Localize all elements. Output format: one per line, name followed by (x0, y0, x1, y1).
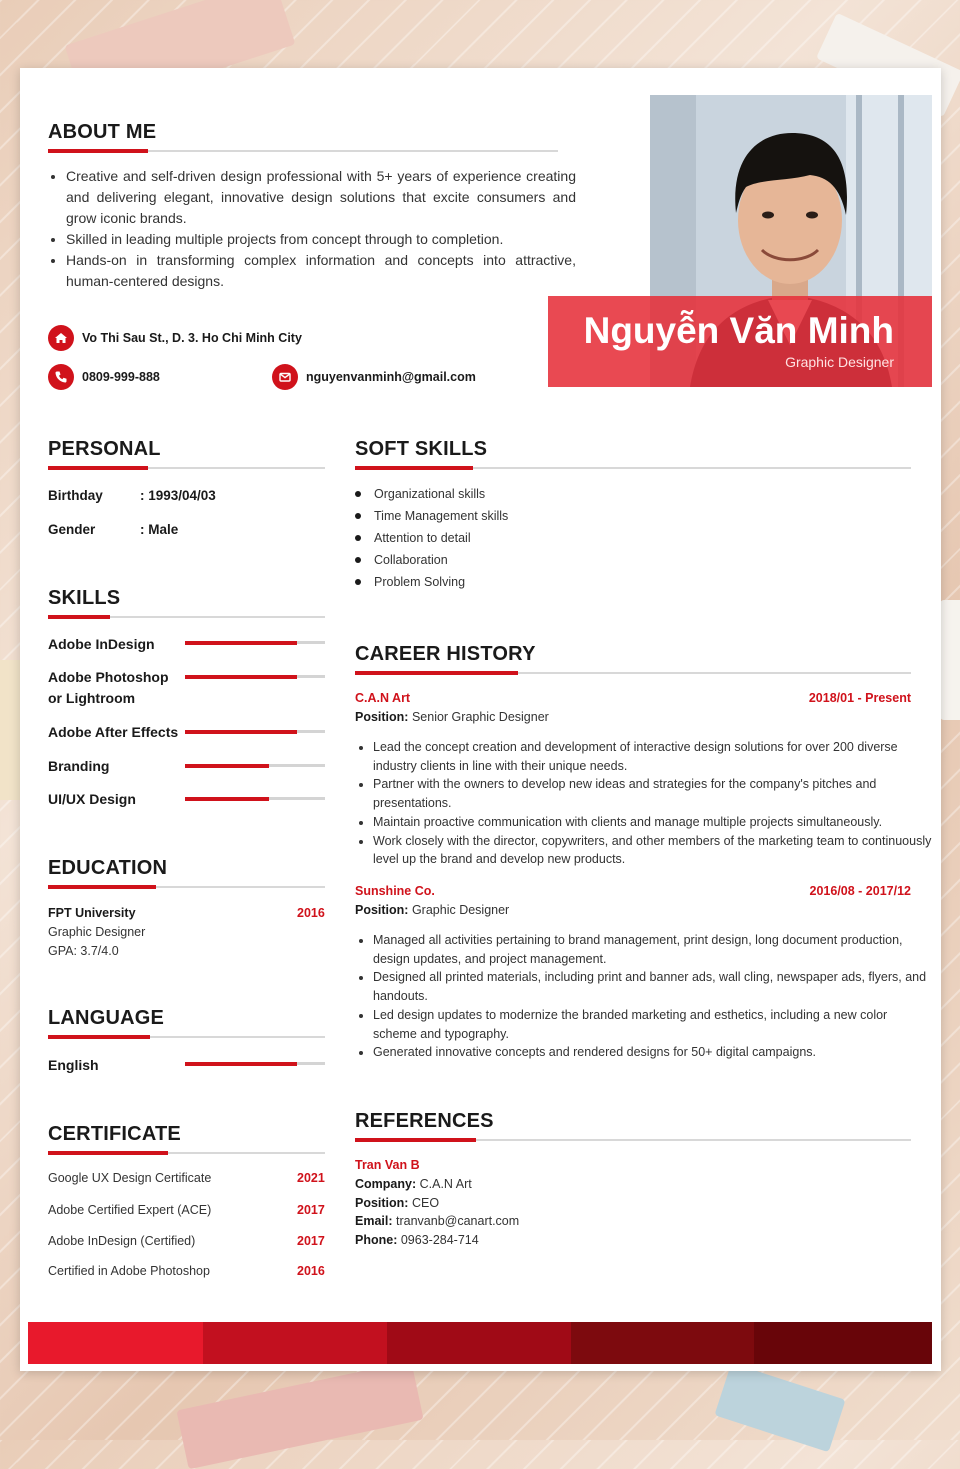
references-title: REFERENCES (355, 1110, 494, 1132)
certificate-year: 2017 (297, 1234, 325, 1248)
skill-bar (185, 730, 325, 733)
footer-bar (387, 1322, 571, 1364)
soft-skill-item: Problem Solving (355, 574, 508, 596)
gender-value: : Male (140, 522, 179, 537)
position-value: Graphic Designer (411, 903, 510, 917)
about-item: • Hands-on in transforming complex information and concepts into attractive, human-centered designs. (66, 250, 576, 292)
certificate-divider (48, 1152, 325, 1154)
education-title: EDUCATION (48, 857, 168, 879)
soft-skills-title: SOFT SKILLS (355, 438, 488, 460)
soft-skill-item: Organizational skills (355, 486, 508, 508)
footer-bar (203, 1322, 387, 1364)
education-year: 2016 (297, 906, 325, 920)
certificate-name: Adobe Certified Expert (ACE) (48, 1203, 212, 1217)
contact-address (48, 325, 302, 351)
resume-page (20, 68, 941, 1371)
personal-divider (48, 467, 325, 469)
job-bullet: • Maintain proactive communication with clients and manage multiple projects simultaneously. (373, 813, 933, 832)
reference-position (355, 1196, 439, 1210)
skills-title: SKILLS (48, 587, 121, 609)
job-bullet: • Generated innovative concepts and rendered designs for 50+ digital campaigns. (373, 1043, 933, 1062)
position-value: Senior Graphic Designer (411, 710, 549, 724)
mail-icon (272, 364, 298, 390)
birthday-label: Birthday (48, 488, 103, 503)
education-gpa: GPA: 3.7/4.0 (48, 944, 119, 958)
phone-icon (48, 364, 74, 390)
email-label: Email: (355, 1214, 393, 1228)
soft-skills-divider (355, 467, 911, 469)
position-label: Position: (355, 1196, 409, 1210)
certificate-year: 2016 (297, 1264, 325, 1278)
background-decoration (940, 600, 960, 720)
skill-bar (185, 797, 325, 800)
position-label: Position: (355, 710, 409, 724)
job-date: 2016/08 - 2017/12 (809, 884, 911, 898)
contact-email[interactable] (272, 364, 476, 390)
reference-company (355, 1177, 472, 1191)
profile-role: Graphic Designer (785, 354, 894, 370)
education-divider (48, 886, 325, 888)
job-date: 2018/01 - Present (808, 691, 911, 705)
company-label: Company: (355, 1177, 417, 1191)
language-bar (185, 1062, 325, 1065)
job-position (355, 710, 549, 724)
birthday-value: : 1993/04/03 (140, 488, 216, 503)
soft-skill-item: Collaboration (355, 552, 508, 574)
certificate-year: 2017 (297, 1203, 325, 1217)
email-value[interactable]: tranvanb@canart.com (396, 1214, 520, 1228)
language-title: LANGUAGE (48, 1007, 165, 1029)
skill-name: UI/UX Design (48, 791, 136, 807)
job-company: C.A.N Art (355, 691, 411, 705)
skill-name: Branding (48, 758, 110, 774)
about-title: ABOUT ME (48, 121, 157, 143)
language-name: English (48, 1057, 99, 1073)
background-decoration (714, 1363, 845, 1452)
reference-name: Tran Van B (355, 1158, 420, 1172)
job-bullet: • Managed all activities pertaining to brand management, print design, long document production, design updates, and project management. (373, 931, 933, 968)
gender-label: Gender (48, 522, 96, 537)
reference-email (355, 1214, 519, 1228)
email-text[interactable]: nguyenvanminh@gmail.com (306, 370, 476, 384)
school-name: FPT University (48, 906, 136, 920)
job-bullet: • Designed all printed materials, including print and banner ads, wall cling, newspaper ads, flyers, and handouts. (373, 968, 933, 1005)
footer-color-band (28, 1322, 932, 1364)
name-banner (548, 296, 932, 387)
about-list (48, 166, 576, 292)
job-bullet: • Led design updates to modernize the branded marketing and esthetics, including a new color scheme and typography. (373, 1006, 933, 1043)
reference-phone (355, 1233, 479, 1247)
footer-bar (571, 1322, 754, 1364)
footer-bar (28, 1322, 203, 1364)
position-value: CEO (411, 1196, 440, 1210)
job-position (355, 903, 509, 917)
skill-bar (185, 675, 325, 678)
soft-skills-list (355, 486, 508, 596)
home-icon (48, 325, 74, 351)
job-bullets (355, 738, 933, 869)
certificate-name: Google UX Design Certificate (48, 1171, 212, 1185)
skill-name: Adobe Photoshop or Lightroom (48, 669, 169, 706)
skill-name: Adobe After Effects (48, 724, 179, 740)
phone-label: Phone: (355, 1233, 398, 1247)
job-bullet: • Partner with the owners to develop new ideas and strategies for the company's pitches and presentations. (373, 775, 933, 812)
certificate-name: Certified in Adobe Photoshop (48, 1264, 210, 1278)
position-label: Position: (355, 903, 409, 917)
job-bullets (355, 931, 933, 1062)
certificate-name: Adobe InDesign (Certified) (48, 1234, 196, 1248)
contact-phone (48, 364, 160, 390)
references-divider (355, 1139, 911, 1141)
job-bullet: • Work closely with the director, copywriters, and other members of the marketing team to continuously level up the brand and develop new products. (373, 832, 933, 869)
skills-divider (48, 616, 325, 618)
background-decoration (176, 1361, 423, 1469)
certificate-title: CERTIFICATE (48, 1123, 181, 1145)
about-divider (48, 150, 558, 152)
footer-bar (754, 1322, 932, 1364)
soft-skill-item: Attention to detail (355, 530, 508, 552)
language-divider (48, 1036, 325, 1038)
personal-title: PERSONAL (48, 438, 161, 460)
phone-value: 0963-284-714 (400, 1233, 479, 1247)
skill-bar (185, 641, 325, 644)
career-divider (355, 672, 911, 674)
education-major: Graphic Designer (48, 925, 146, 939)
about-item: • Creative and self-driven design professional with 5+ years of experience creating and delivering elegant, innovative design solutions that excite consumers and grow iconic brands. (66, 166, 576, 229)
phone-text: 0809-999-888 (82, 370, 160, 384)
job-bullet: • Lead the concept creation and development of interactive design solutions for over 200 diverse industry clients in line with their unique needs. (373, 738, 933, 775)
address-text: Vo Thi Sau St., D. 3. Ho Chi Minh City (82, 331, 302, 345)
skill-bar (185, 764, 325, 767)
job-company: Sunshine Co. (355, 884, 435, 898)
company-value: C.A.N Art (419, 1177, 472, 1191)
profile-name: Nguyễn Văn Minh (583, 310, 894, 351)
soft-skill-item: Time Management skills (355, 508, 508, 530)
about-item: • Skilled in leading multiple projects from concept through to completion. (66, 229, 576, 250)
skill-name: Adobe InDesign (48, 636, 155, 652)
certificate-year: 2021 (297, 1171, 325, 1185)
career-title: CAREER HISTORY (355, 643, 536, 665)
